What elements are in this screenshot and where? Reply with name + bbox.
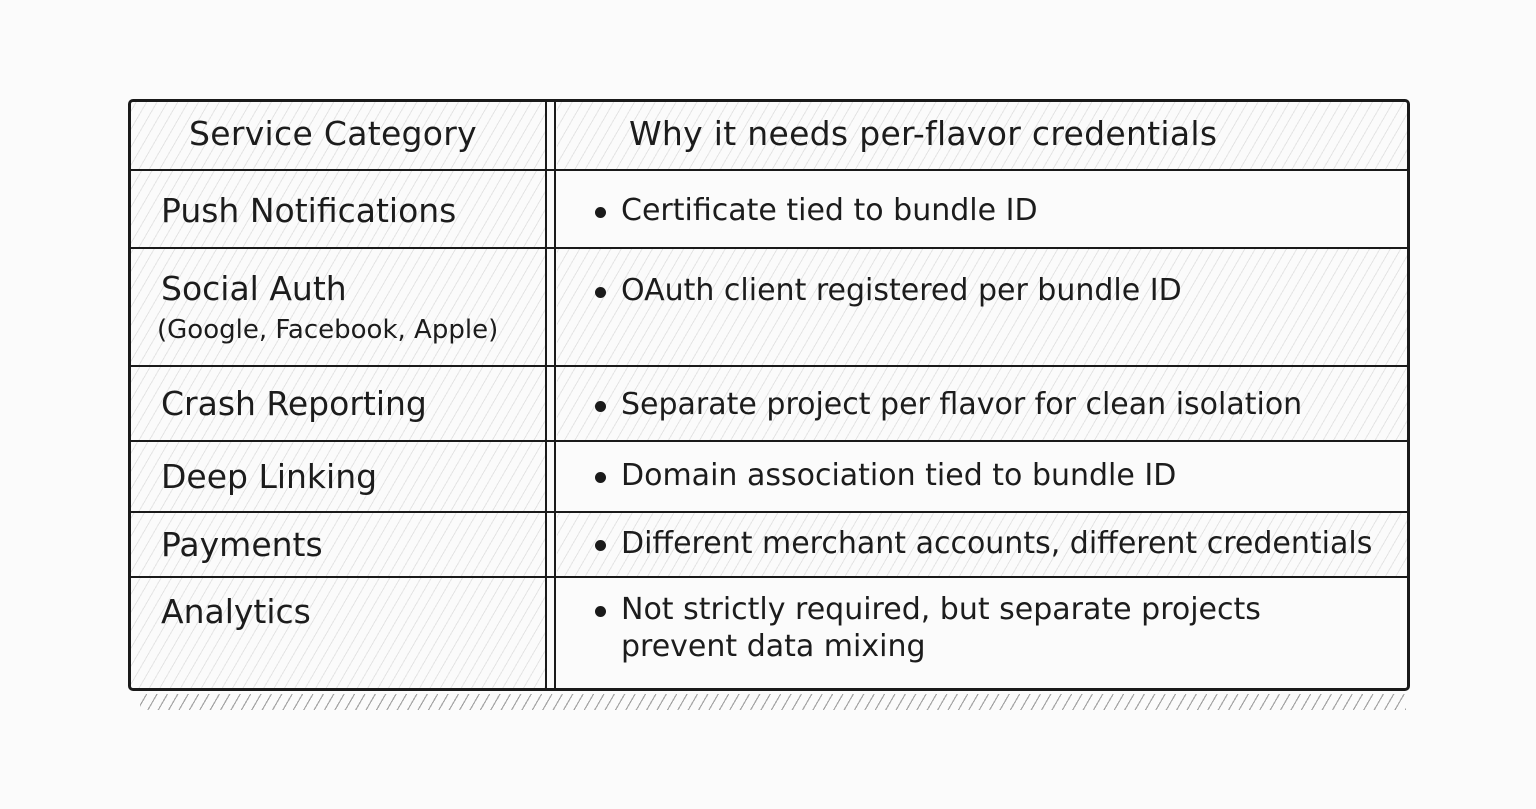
reason-text: Not strictly required, but separate projects: [621, 592, 1261, 627]
category-label: Payments: [161, 525, 323, 564]
table-row: [131, 171, 1407, 247]
bullet-icon: [595, 606, 606, 617]
category-label: Crash Reporting: [161, 384, 427, 423]
reason-text: Certificate tied to bundle ID: [621, 193, 1038, 228]
category-subtitle: (Google, Facebook, Apple): [157, 315, 499, 345]
header-cell-category: [131, 102, 545, 169]
reason-cell: [557, 367, 1407, 440]
column-divider: [554, 102, 556, 688]
table-row: [131, 367, 1407, 440]
reason-cell: [557, 442, 1407, 511]
category-cell: [131, 367, 545, 440]
category-cell: [131, 171, 545, 247]
column-divider: [545, 102, 547, 688]
category-cell: [131, 513, 545, 576]
table-row: [131, 442, 1407, 511]
reason-text: Separate project per flavor for clean isolation: [621, 387, 1303, 422]
bullet-icon: [595, 401, 606, 412]
category-label: Push Notifications: [161, 191, 457, 230]
category-cell: [131, 578, 545, 688]
reason-cell: [557, 171, 1407, 247]
table-row: [131, 513, 1407, 576]
reason-cell: [557, 578, 1407, 688]
table-shadow: [140, 694, 1406, 710]
table-header-row: [131, 102, 1407, 169]
category-label: Analytics: [161, 592, 311, 631]
header-category: Service Category: [189, 114, 477, 153]
bullet-icon: [595, 287, 606, 298]
category-label: Social Auth: [161, 269, 347, 308]
bullet-icon: [595, 207, 606, 218]
category-cell: [131, 442, 545, 511]
reason-text: Different merchant accounts, different credentials: [621, 526, 1373, 561]
table-row: [131, 578, 1407, 688]
reason-text: Domain association tied to bundle ID: [621, 458, 1177, 493]
header-cell-reason: [557, 102, 1407, 169]
bullet-icon: [595, 540, 606, 551]
table-row: [131, 249, 1407, 365]
reason-text: OAuth client registered per bundle ID: [621, 273, 1182, 308]
reason-text-continued: prevent data mixing: [621, 629, 926, 664]
category-label: Deep Linking: [161, 457, 378, 496]
reason-cell: [557, 513, 1407, 576]
header-reason: Why it needs per-flavor credentials: [629, 114, 1218, 153]
bullet-icon: [595, 472, 606, 483]
credentials-table: [128, 99, 1410, 691]
category-cell: [131, 249, 545, 365]
reason-cell: [557, 249, 1407, 365]
